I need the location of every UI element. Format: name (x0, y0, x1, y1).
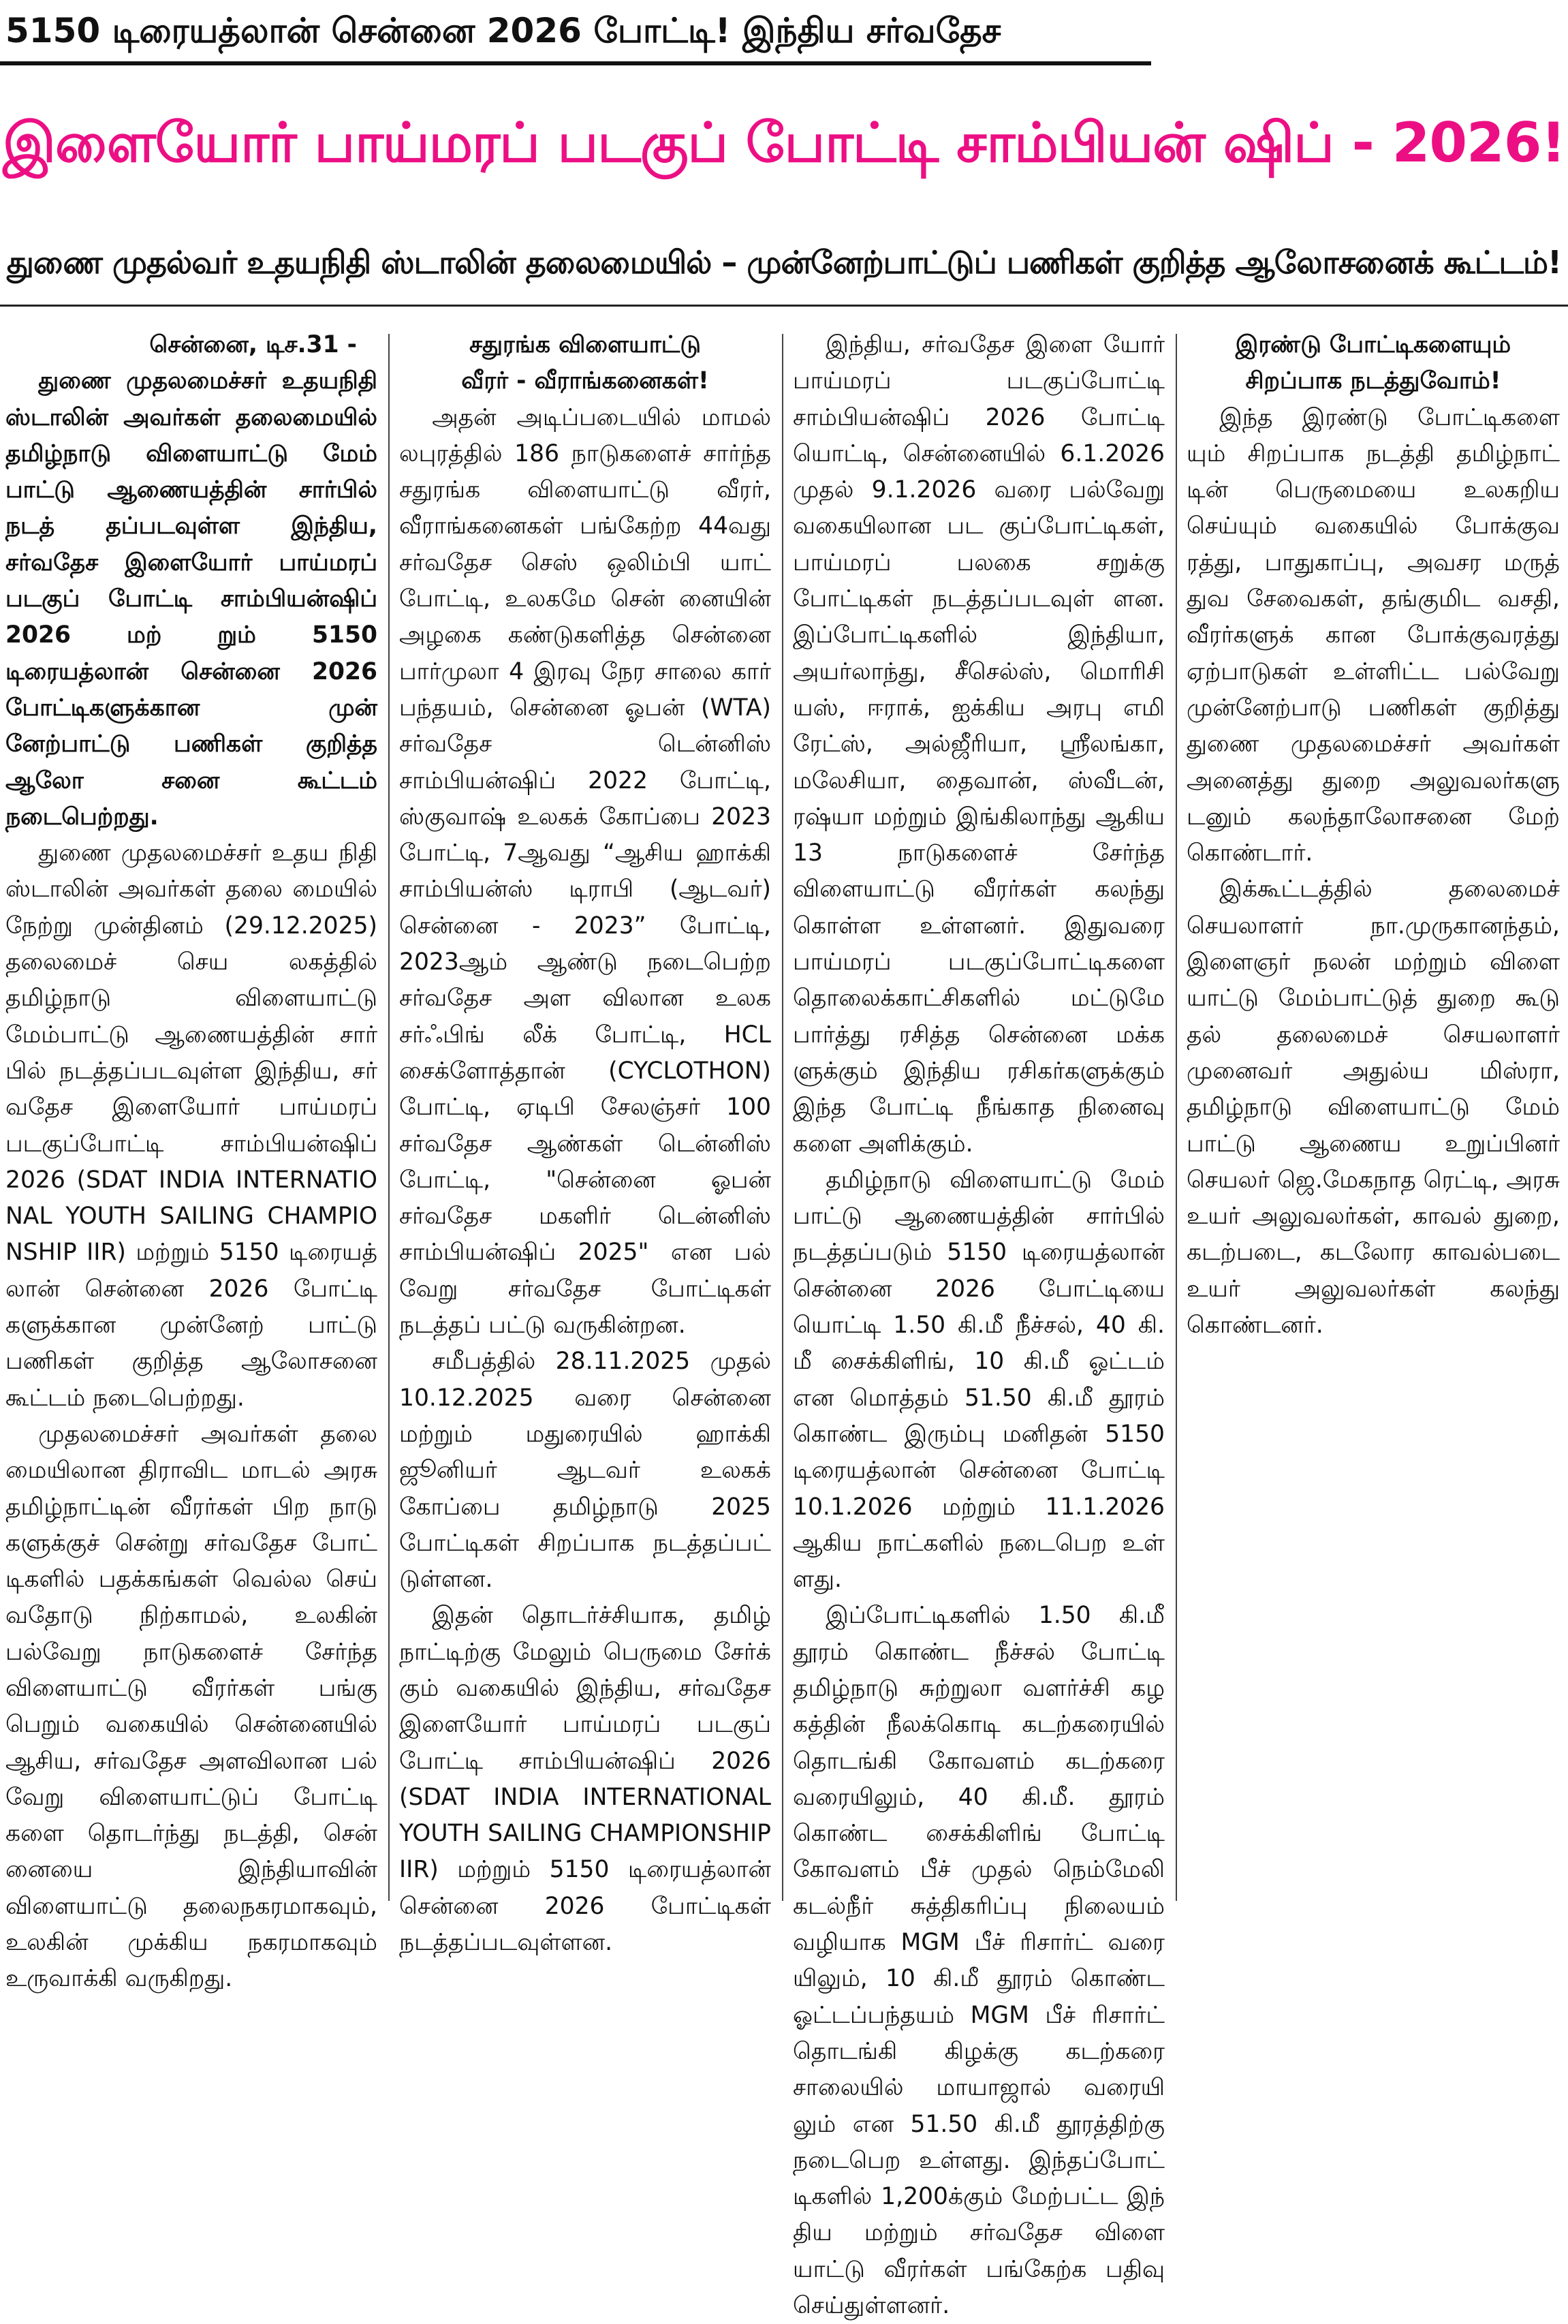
paragraph: இந்த இரண்டு போட்டிகளை யும் சிறப்பாக நடத்தி தமிழ்நாட் டின் பெருமையை உலகறிய செய்யும் வகையில் போக்குவ ரத்து, பாதுகாப்பு, அவசர மருத் துவ சேவைகள், தங்குமிட வசதி, வீரர்களுக் கான போக்குவரத்து ஏற்பாடுகள் உள்ளிட்ட பல்வேறு முன்னேற்பாடு பணிகள் குறித்து துணை முதலமைச்சர் அவர்கள் அனைத்து துறை அலுவலர்களு டனும் கலந்தாலோசனை மேற் கொண்டார். (1187, 403, 1560, 867)
kicker-line: 5150 டிரையத்லான் சென்னை 2026 போட்டி! இந்திய சர்வதேச (0, 0, 1151, 65)
column-2 (399, 327, 771, 1957)
lead-paragraph: துணை முதலமைச்சர் உதயநிதி ஸ்டாலின் அவர்கள் தலைமையில் தமிழ்நாடு விளையாட்டு மேம் பாட்டு ஆணையத்தின் சார்பில் நடத் தப்படவுள்ள இந்திய, சர்வதேச இளையோர் பாய்மரப் படகுப் போட்டி சாம்பியன்ஷிப் 2026 மற் றும் 5150 டிரையத்லான் சென்னை 2026 போட்டிகளுக்கான முன் னேற்பாட்டு பணிகள் குறித்த ஆலோ சனை கூட்டம் நடைபெற்றது. (5, 367, 377, 831)
paragraph: துணை முதலமைச்சர் உதய நிதி ஸ்டாலின் அவர்கள் தலை மையில் நேற்று முன்தினம் (29.12.2025) தலைமைச் செய லகத்தில் தமிழ்நாடு விளையாட்டு மேம்பாட்டு ஆணையத்தின் சார் பில் நடத்தப்படவுள்ள இந்திய, சர் வதேச இளையோர் பாய்மரப் படகுப்போட்டி சாம்பியன்ஷிப் 2026 (SDAT INDIA INTERNATIO NAL YOUTH SAILING CHAMPIO NSHIP IIR) மற்றும் 5150 டிரையத் லான் சென்னை 2026 போட்டி களுக்கான முன்னேற் பாட்டு பணிகள் குறித்த ஆலோசனை கூட்டம் நடைபெற்றது. (5, 839, 377, 1412)
dateline: சென்னை, டிச.31 - (149, 331, 357, 358)
column-4 (1187, 327, 1560, 1908)
subheadline: துணை முதல்வர் உதயநிதி ஸ்டாலின் தலைமையில் – முன்னேற்பாட்டுப் பணிகள் குறித்த ஆலோசனைக் கூட்டம்! (0, 218, 1568, 307)
section-heading: இரண்டு போட்டிகளையும் (1235, 331, 1511, 358)
column-divider (388, 334, 390, 1901)
paragraph: தமிழ்நாடு விளையாட்டு மேம் பாட்டு ஆணையத்தின் சார்பில் நடத்தப்படும் 5150 டிரையத்லான் சென்னை 2026 போட்டியை யொட்டி 1.50 கி.மீ நீச்சல், 40 கி. மீ சைக்கிளிங், 10 கி.மீ ஓட்டம் என மொத்தம் 51.50 கி.மீ தூரம் கொண்ட இரும்பு மனிதன் 5150 டிரையத்லான் சென்னை போட்டி 10.1.2026 மற்றும் 11.1.2026 ஆகிய நாட்களில் நடைபெற உள் ளது. (793, 1166, 1165, 1594)
paragraph: முதலமைச்சர் அவர்கள் தலை மையிலான திராவிட மாடல் அரசு தமிழ்நாட்டின் வீரர்கள் பிற நாடு களுக்குச் சென்று சர்வதேச போட் டிகளில் பதக்கங்கள் வெல்ல செய் வதோடு நிற்காமல், உலகின் பல்வேறு நாடுகளைச் சேர்ந்த விளையாட்டு வீரர்கள் பங்கு பெறும் வகையில் சென்னையில் ஆசிய, சர்வதேச அளவிலான பல் வேறு விளையாட்டுப் போட்டி களை தொடர்ந்து நடத்தி, சென் னையை இந்தியாவின் விளையாட்டு தலைநகரமாகவும், உலகின் முக்கிய நகரமாகவும் உருவாக்கி வருகிறது. (5, 1420, 377, 1993)
column-1 (5, 327, 377, 1993)
paragraph: இப்போட்டிகளில் 1.50 கி.மீ தூரம் கொண்ட நீச்சல் போட்டி தமிழ்நாடு சுற்றுலா வளர்ச்சி கழ கத்தின் நீலக்கொடி கடற்கரையில் தொடங்கி கோவளம் கடற்கரை வரையிலும், 40 கி.மீ. தூரம் கொண்ட சைக்கிளிங் போட்டி கோவளம் பீச் முதல் நெம்மேலி கடல்நீர் சுத்திகரிப்பு நிலையம் வழியாக MGM பீச் ரிசார்ட் வரை யிலும், 10 கி.மீ தூரம் கொண்ட ஓட்டப்பந்தயம் MGM பீச் ரிசார்ட் தொடங்கி கிழக்கு கடற்கரை சாலையில் மாயாஜால் வரையி லும் என 51.50 கி.மீ தூரத்திற்கு நடைபெற உள்ளது. இந்தப்போட் டிகளில் 1,200க்கும் மேற்பட்ட இந் திய மற்றும் சர்வதேச விளை யாட்டு வீரர்கள் பங்கேற்க பதிவு செய்துள்ளனர். (793, 1602, 1165, 2320)
column-3 (793, 327, 1165, 2320)
paragraph: இதன் தொடர்ச்சியாக, தமிழ் நாட்டிற்கு மேலும் பெருமை சேர்க் கும் வகையில் இந்திய, சர்வதேச இளையோர் பாய்மரப் படகுப் போட்டி சாம்பியன்ஷிப் 2026 (SDAT INDIA INTERNATIONAL YOUTH SAILING CHAMPIONSHIP IIR) மற்றும் 5150 டிரையத்லான் சென்னை 2026 போட்டிகள் நடத்தப்படவுள்ளன. (399, 1602, 771, 1957)
paragraph: இக்கூட்டத்தில் தலைமைச் செயலாளர் நா.முருகானந்தம், இளைஞர் நலன் மற்றும் விளை யாட்டு மேம்பாட்டுத் துறை கூடு தல் தலைமைச் செயலாளர் முனைவர் அதுல்ய மிஸ்ரா, தமிழ்நாடு விளையாட்டு மேம் பாட்டு ஆணைய உறுப்பினர் செயலர் ஜெ.மேகநாத ரெட்டி, அரசு உயர் அலுவலர்கள், காவல் துறை, கடற்படை, கடலோர காவல்படை உயர் அலுவலர்கள் கலந்து கொண்டனர். (1187, 876, 1560, 1339)
paragraph: அதன் அடிப்படையில் மாமல் லபுரத்தில் 186 நாடுகளைச் சார்ந்த சதுரங்க விளையாட்டு வீரர், வீராங்கனைகள் பங்கேற்ற 44வது சர்வதேச செஸ் ஒலிம்பி யாட் போட்டி, உலகமே சென் னையின் அழகை கண்டுகளித்த சென்னை பார்முலா 4 இரவு நேர சாலை கார் பந்தயம், சென்னை ஓபன் (WTA) சர்வதேச டென்னிஸ் சாம்பியன்ஷிப் 2022 போட்டி, ஸ்குவாஷ் உலகக் கோப்பை 2023 போட்டி, 7ஆவது “ஆசிய ஹாக்கி சாம்பியன்ஸ் டிராபி (ஆடவர்) சென்னை - 2023” போட்டி, 2023ஆம் ஆண்டு நடைபெற்ற சர்வதேச அள விலான உலக சர்ஃபிங் லீக் போட்டி, HCL சைக்ளோத்தான் (CYCLOTHON) போட்டி, ஏடிபி சேலஞ்சர் 100 சர்வதேச ஆண்கள் டென்னிஸ் போட்டி, "சென்னை ஓபன் சர்வதேச மகளிர் டென்னிஸ் சாம்பியன்ஷிப் 2025" என பல் வேறு சர்வதேச போட்டிகள் நடத்தப் பட்டு வருகின்றன. (399, 403, 771, 1339)
paragraph: இந்திய, சர்வதேச இளை யோர் பாய்மரப் படகுப்போட்டி சாம்பியன்ஷிப் 2026 போட்டி யொட்டி, சென்னையில் 6.1.2026 முதல் 9.1.2026 வரை பல்வேறு வகையிலான பட குப்போட்டிகள், பாய்மரப் பலகை சறுக்கு போட்டிகள் நடத்தப்படவுள் ளன. இப்போட்டிகளில் இந்தியா, அயர்லாந்து, சீசெல்ஸ், மொரிசி யஸ், ஈராக், ஐக்கிய அரபு எமி ரேட்ஸ், அல்ஜீரியா, ஸ்ரீலங்கா, மலேசியா, தைவான், ஸ்வீடன், ரஷ்யா மற்றும் இங்கிலாந்து ஆகிய 13 நாடுகளைச் சேர்ந்த விளையாட்டு வீரர்கள் கலந்து கொள்ள உள்ளனர். இதுவரை பாய்மரப் படகுப்போட்டிகளை தொலைக்காட்சிகளில் மட்டுமே பார்த்து ரசித்த சென்னை மக்க ளுக்கும் இந்திய ரசிகர்களுக்கும் இந்த போட்டி நீங்காத நினைவு களை அளிக்கும். (793, 331, 1165, 1158)
paragraph: சமீபத்தில் 28.11.2025 முதல் 10.12.2025 வரை சென்னை மற்றும் மதுரையில் ஹாக்கி ஜூனியர் ஆடவர் உலகக் கோப்பை தமிழ்நாடு 2025 போட்டிகள் சிறப்பாக நடத்தப்பட் டுள்ளன. (399, 1348, 771, 1594)
section-heading: வீரர் - வீராங்கனைகள்! (461, 367, 709, 395)
section-heading: சதுரங்க விளையாட்டு (469, 331, 702, 358)
headline: இளையோர் பாய்மரப் படகுப் போட்டி சாம்பியன் ஷிப் - 2026! (3, 111, 1565, 174)
article-body (0, 327, 1568, 2320)
column-divider (1176, 334, 1177, 1901)
section-heading: சிறப்பாக நடத்துவோம்! (1245, 367, 1501, 395)
column-divider (782, 334, 783, 1901)
